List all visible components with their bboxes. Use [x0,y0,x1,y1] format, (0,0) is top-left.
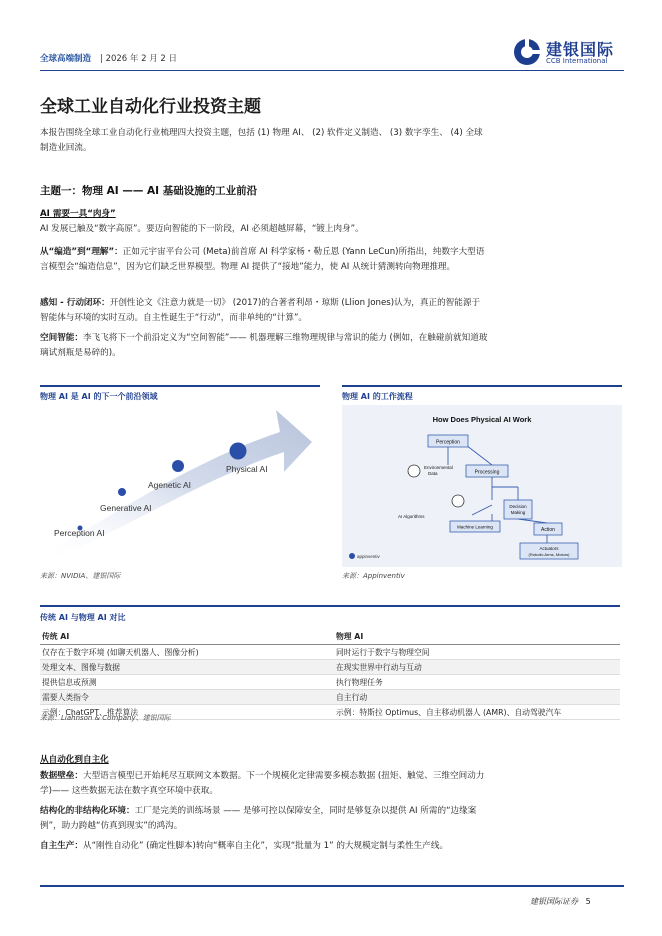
cell-physical: 同时运行于数字与物理空间 [334,645,620,660]
table-row [40,675,620,690]
table-row [40,690,620,705]
theme1-para1: AI 发展已触及“数字高原”。要迈向智能的下一阶段，AI 必须超越屏幕，“镀上肉身”。 [40,224,364,234]
node-perception-label: Perception [436,439,460,446]
cell-traditional: 提供信息或预测 [40,675,334,690]
section2-heading: 从自动化到自主化 [40,755,109,765]
stage-dot-agenetic [172,460,184,472]
stage-label-physical: Physical AI [226,464,268,474]
intro-paragraph: 本报告围绕全球工业自动化行业梳理四大投资主题，包括 (1) 物理 AI、 (2) 软件定义制造、 (3) 数字孪生、 (4) 全球制造业回流。 [40,128,483,153]
cell-traditional: 处理文本、图像与数据 [40,660,334,675]
s2-para2-text: 工厂是完美的训练场景 —— 是够可控以保障安全，同时是够复杂以提供 AI 所需的“边缘案例”，助力跨越“仿真到现实”的鸿沟。 [40,806,477,831]
cell-physical: 示例：特斯拉 Optimus、自主移动机器人 (AMR)、自动驾驶汽车 [334,705,620,720]
table-header-row [40,629,620,645]
workflow-title: How Does Physical AI Work [432,415,532,424]
theme1-heading: 主题一：物理 AI —— AI 基础设施的工业前沿 [40,185,258,197]
node-ai-algorithms: AI Algorithms [398,514,425,519]
physical-ai-evolution-figure [40,402,320,567]
comparison-table [40,629,620,720]
stage-label-agenetic: Agenetic AI [148,480,192,490]
brain-icon [408,465,420,477]
ccb-logo-icon [513,38,541,66]
figure-right-caption: 物理 AI 的工作流程 [342,392,413,401]
s2-para1-text: 大型语言模型已开始耗尽互联网文本数据。下一个规模化定律需要多模态数据 (扭矩、触觉、三维空间动力学)—— 这些数据无法在数字真空环境中获取。 [40,771,485,796]
table-row [40,645,620,660]
para3-text: 开创性论文《注意力就是一切》 (2017)的合著者利昂・琼斯 (Llion Jones)认为，真正的智能源于智能体与环境的实时互动。自主性诞生于“行动”，而非单纯的“计算”。 [40,298,481,323]
node-env-line1: Environmental [424,465,453,470]
theme1-para2 [40,245,488,275]
logo-name-en: CCB International [546,57,608,65]
section2-para2 [40,804,488,834]
cell-physical: 自主行动 [334,690,620,705]
figure-right-source: 来源：Appinventiv [342,572,405,580]
header-separator: | [100,54,103,64]
section2-para3 [40,839,488,854]
section2-para1 [40,769,488,799]
date-text: 2026 年 2 月 2 日 [105,54,178,64]
table-caption: 传统 AI 与物理 AI 对比 [40,613,126,622]
figure-left-source: 来源：NVIDIA、建银国际 [40,572,121,580]
cell-traditional: 仅存在于数字环境 (如聊天机器人、图像分析) [40,645,334,660]
node-actuators-line1: Actuators [539,546,559,551]
header-physical-ai: 物理 AI [334,629,620,645]
cell-traditional: 示例：ChatGPT、推荐算法 [40,705,334,720]
para2-label: 从“编造”到“理解”： [40,247,123,257]
footer-divider [40,885,624,887]
table-topline [40,605,620,607]
node-decision-line1: Decision [509,504,527,509]
para4-text: 李飞飞将下一个前沿定义为“空间智能”—— 机器理解三维物理规律与常识的能力 (例如，在触碰前就知道玻璃试剂瓶是易碎的)。 [40,333,488,358]
theme1-para3 [40,296,488,326]
stage-dot-physical [230,443,247,460]
para4-label: 空间智能： [40,333,83,343]
node-processing-label: Processing [474,469,500,476]
appinventiv-logo-icon [349,553,355,559]
figure-left-topline [40,385,320,387]
table-row [40,660,620,675]
cell-physical: 执行物理任务 [334,675,620,690]
node-machine-learning-label: Machine Learning [457,524,493,530]
figure-left-caption: 物理 AI 是 AI 的下一个前沿领域 [40,392,158,401]
s2-para2-label: 结构化的非结构化环境： [40,806,135,816]
node-actuators-line2: (Robotic Arms, Motors) [528,552,570,557]
node-decision-line2: Making [510,510,526,515]
logo-name-cn: 建银国际 [546,40,615,59]
report-category: 全球高端制造 [40,54,92,64]
figure-right-topline [342,385,622,387]
page-title: 全球工业自动化行业投资主题 [40,97,261,117]
page-number: 5 [585,897,591,906]
appinventiv-brand: appinventiv [357,554,380,559]
table-source: 来源：Liahnson & Company、建银国际 [40,714,171,722]
s2-para3-label: 自主生产： [40,841,83,851]
para2-text: 正如元宇宙平台公司 (Meta)前首席 AI 科学家杨・勒丘恩 (Yann LeCun)所指出，纯数字大型语言模型会“编造信息”，因为它们缺乏世界模型。物理 AI 提供了“接地”能力，使 AI 从统计猜测转向物理推理。 [40,247,485,272]
report-date [100,52,177,64]
theme1-para4 [40,331,488,361]
footer [530,896,591,907]
ai-chip-icon [452,495,464,507]
node-action-label: Action [541,527,555,533]
stage-label-generative: Generative AI [100,503,152,513]
para3-label: 感知 - 行动闭环： [40,298,110,308]
footer-brand: 建银国际证券 [530,897,578,906]
header-divider [40,70,624,71]
theme1-subheading: AI 需要一具“肉身” [40,209,116,219]
s2-para1-label: 数据壁垒： [40,771,83,781]
physical-ai-workflow-figure [342,405,622,567]
cell-traditional: 需要人类指令 [40,690,334,705]
header-traditional-ai: 传统 AI [40,629,334,645]
s2-para3-text: 从“刚性自动化” (确定性脚本)转向“概率自主化”，实现“批量为 1” 的大规模定制与柔性生产线。 [82,841,449,851]
cell-physical: 在现实世界中行动与互动 [334,660,620,675]
stage-dot-generative [118,488,126,496]
stage-label-perception: Perception AI [54,528,105,538]
node-env-line2: Data [428,471,438,476]
